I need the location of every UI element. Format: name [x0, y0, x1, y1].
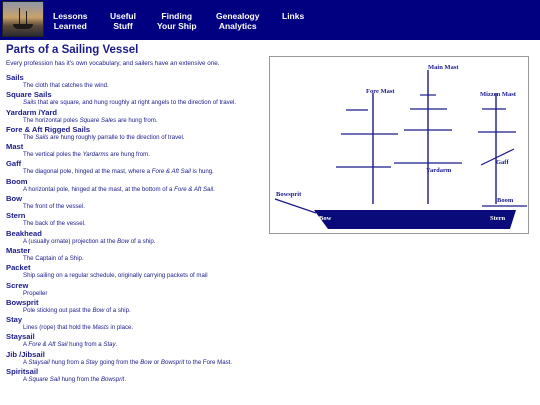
- glossary-term: Square Sails: [6, 90, 52, 100]
- glossary-list: [6, 73, 268, 384]
- nav-links[interactable]: Links: [282, 11, 305, 21]
- diagram-svg: [270, 57, 528, 233]
- glossary-definition: The back of the vessel.: [23, 220, 86, 228]
- glossary-definition: A Staysail hung from a Stay going from the Bow or Bowsprit to the Fore Mast.: [23, 358, 233, 366]
- glossary-definition: A (usually ornate) projection at the Bow of a ship.: [23, 237, 156, 245]
- nav-genealogy-analytics[interactable]: Genealogy Analytics: [216, 11, 260, 31]
- bowsprit-pole: [275, 199, 316, 213]
- glossary-entry: [6, 332, 268, 349]
- top-nav-bar: [0, 0, 540, 40]
- nav-finding-your-ship[interactable]: Finding Your Ship: [157, 11, 197, 31]
- glossary-term: Mast: [6, 142, 24, 152]
- page-title: Parts of a Sailing Vessel: [6, 44, 139, 56]
- glossary-entry: [6, 263, 268, 280]
- logo-mast: [26, 11, 27, 24]
- glossary-term: Bowsprit: [6, 297, 39, 307]
- glossary-entry: [6, 194, 268, 211]
- label-bowsprit: Bowsprit: [276, 191, 302, 198]
- glossary-entry: [6, 315, 268, 332]
- glossary-term: Yardarm /Yard: [6, 107, 58, 117]
- glossary-definition: The vertical poles the Yardarms are hung from.: [23, 151, 150, 159]
- glossary-term: Jib /Jibsail: [6, 349, 45, 359]
- logo-hull: [13, 24, 33, 29]
- glossary-definition: The horizontal poles Square Sales are hung from.: [23, 116, 158, 124]
- glossary-entry: [6, 211, 268, 228]
- label-boom: Boom: [497, 197, 514, 204]
- glossary-definition: A Fore & Aft Sail hung from a Stay.: [23, 341, 118, 349]
- glossary-definition: Lines (rope) that hold the Masts in place.: [23, 324, 134, 332]
- sailing-vessel-diagram: [269, 56, 529, 234]
- glossary-definition: The cloth that catches the wind.: [23, 82, 109, 89]
- glossary-entry: [6, 125, 268, 142]
- glossary-entry: [6, 108, 268, 125]
- glossary-term: Gaff: [6, 159, 22, 169]
- glossary-entry: [6, 142, 268, 159]
- glossary-term: Packet: [6, 263, 31, 273]
- glossary-entry: [6, 281, 268, 298]
- glossary-term: Beakhead: [6, 228, 42, 238]
- glossary-definition: Ship sailing on a regular schedule, originally carrying packets of mail: [23, 272, 208, 280]
- glossary-definition: The Captain of a Ship.: [23, 254, 84, 262]
- glossary-entry: [6, 298, 268, 315]
- label-main-mast: Main Mast: [428, 64, 459, 71]
- glossary-definition: The diagonal pole, hinged at the mast, where a Fore & Aft Sail is hung.: [23, 168, 214, 176]
- glossary-definition: Propeller: [23, 289, 48, 297]
- glossary-definition: Sails that are square, and hung roughly at right angels to the direction of travel.: [23, 99, 237, 107]
- glossary-term: Stern: [6, 211, 26, 221]
- glossary-term: Master: [6, 245, 31, 255]
- glossary-term: Sails: [6, 73, 24, 82]
- site-logo-ship-image[interactable]: [2, 1, 44, 37]
- glossary-term: Boom: [6, 176, 28, 186]
- glossary-entry: [6, 159, 268, 176]
- glossary-entry: [6, 350, 268, 367]
- label-mizzen-mast: Mizzen Mast: [480, 91, 516, 98]
- label-bow: Bow: [319, 215, 332, 222]
- label-fore-mast: Fore Mast: [366, 88, 395, 95]
- glossary-entry: [6, 367, 268, 384]
- glossary-definition: The front of the vessel.: [23, 203, 85, 211]
- glossary-definition: Pole sticking out past the Bow of a ship.: [23, 306, 131, 314]
- nav-lessons-learned[interactable]: Lessons Learned: [53, 11, 88, 31]
- glossary-entry: [6, 177, 268, 194]
- glossary-definition: A horizontal pole, hinged at the mast, at the bottom of a Fore & Aft Sail.: [23, 185, 215, 193]
- label-gaff: Gaff: [496, 159, 509, 166]
- logo-mast: [19, 8, 20, 24]
- glossary-definition: The Sails are hung roughly parralle to the direction of travel.: [23, 133, 185, 141]
- ship-hull: [314, 210, 516, 229]
- glossary-term: Stay: [6, 315, 23, 325]
- glossary-entry: [6, 73, 268, 90]
- glossary-term: Screw: [6, 280, 29, 290]
- nav-useful-stuff[interactable]: Useful Stuff: [110, 11, 136, 31]
- glossary-term: Spiritsail: [6, 367, 39, 377]
- label-stern: Stern: [490, 215, 506, 222]
- glossary-term: Bow: [6, 194, 23, 204]
- label-yardarm: Yardarm: [426, 167, 452, 174]
- intro-text: Every profession has it's own vocabulary, and sailers have an extensive one.: [6, 60, 220, 67]
- glossary-term: Fore & Aft Rigged Sails: [6, 124, 91, 134]
- glossary-entry: [6, 229, 268, 246]
- glossary-definition: A Square Sail hung from the Bowsprit.: [23, 376, 127, 384]
- glossary-entry: [6, 246, 268, 263]
- glossary-entry: [6, 90, 268, 107]
- glossary-term: Staysail: [6, 332, 35, 342]
